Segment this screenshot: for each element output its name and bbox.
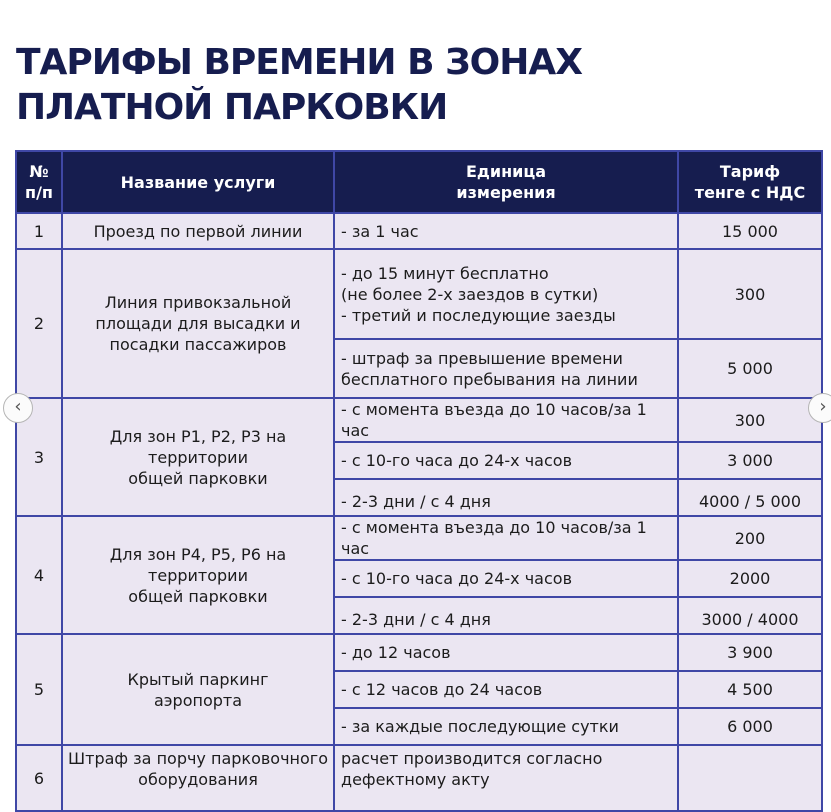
page-title-line-1: ТАРИФЫ ВРЕМЕНИ В ЗОНАХ: [16, 42, 582, 83]
table-row: [16, 398, 822, 442]
price-cell: 3 900: [678, 634, 822, 671]
table-row: [16, 249, 822, 339]
chevron-left-icon: ‹: [14, 396, 22, 417]
row-number: 4: [16, 516, 62, 634]
row-number: 3: [16, 398, 62, 516]
price-cell: 300: [678, 249, 822, 339]
table-header-row: [16, 151, 822, 213]
price-cell: 2000: [678, 560, 822, 597]
table-row: [16, 516, 822, 560]
service-name: Штраф за порчу парковочного оборудования: [62, 745, 334, 811]
price-cell: 3 000: [678, 442, 822, 479]
unit-cell: - штраф за превышение времени бесплатного пребывания на линии: [334, 339, 678, 398]
chevron-right-icon: ›: [819, 396, 827, 417]
header-unit: Единица измерения: [334, 151, 678, 213]
row-number: 6: [16, 745, 62, 811]
unit-cell: - до 15 минут бесплатно (не более 2-х заездов в сутки) - третий и последующие заезды: [334, 249, 678, 339]
table-row: [16, 745, 822, 811]
header-service: Название услуги: [62, 151, 334, 213]
unit-cell: - с 12 часов до 24 часов: [334, 671, 678, 708]
price-cell: 4 500: [678, 671, 822, 708]
page-title: [16, 40, 582, 130]
carousel-prev-button[interactable]: [3, 393, 33, 423]
service-name: Линия привокзальной площади для высадки и посадки пассажиров: [62, 249, 334, 398]
price-cell: 4000 / 5 000: [678, 479, 822, 516]
unit-cell: - с 10-го часа до 24-х часов: [334, 560, 678, 597]
price-cell: 6 000: [678, 708, 822, 745]
service-name: Проезд по первой линии: [62, 213, 334, 249]
table-row: [16, 634, 822, 671]
price-cell: 200: [678, 516, 822, 560]
unit-cell: - 2-3 дни / с 4 дня: [334, 479, 678, 516]
service-name: Для зон Р4, Р5, Р6 на территории общей парковки: [62, 516, 334, 634]
unit-cell: - за каждые последующие сутки: [334, 708, 678, 745]
row-number: 2: [16, 249, 62, 398]
price-cell: 5 000: [678, 339, 822, 398]
page-title-line-2: ПЛАТНОЙ ПАРКОВКИ: [16, 87, 448, 128]
header-num: № п/п: [16, 151, 62, 213]
unit-cell: - с момента въезда до 10 часов/за 1 час: [334, 516, 678, 560]
unit-cell: - 2-3 дни / с 4 дня: [334, 597, 678, 634]
row-number: 5: [16, 634, 62, 745]
price-cell: 300: [678, 398, 822, 442]
unit-cell: - с 10-го часа до 24-х часов: [334, 442, 678, 479]
unit-cell: - с момента въезда до 10 часов/за 1 час: [334, 398, 678, 442]
service-name: Крытый паркинг аэропорта: [62, 634, 334, 745]
table-row: [16, 213, 822, 249]
row-number: 1: [16, 213, 62, 249]
unit-cell: расчет производится согласно дефектному акту: [334, 745, 678, 811]
price-cell: 15 000: [678, 213, 822, 249]
price-cell: [678, 745, 822, 811]
header-tariff: Тариф тенге с НДС: [678, 151, 822, 213]
price-cell: 3000 / 4000: [678, 597, 822, 634]
service-name: Для зон Р1, Р2, Р3 на территории общей парковки: [62, 398, 334, 516]
carousel-next-button[interactable]: [808, 393, 831, 423]
unit-cell: - за 1 час: [334, 213, 678, 249]
unit-cell: - до 12 часов: [334, 634, 678, 671]
tariff-table: [15, 150, 823, 812]
